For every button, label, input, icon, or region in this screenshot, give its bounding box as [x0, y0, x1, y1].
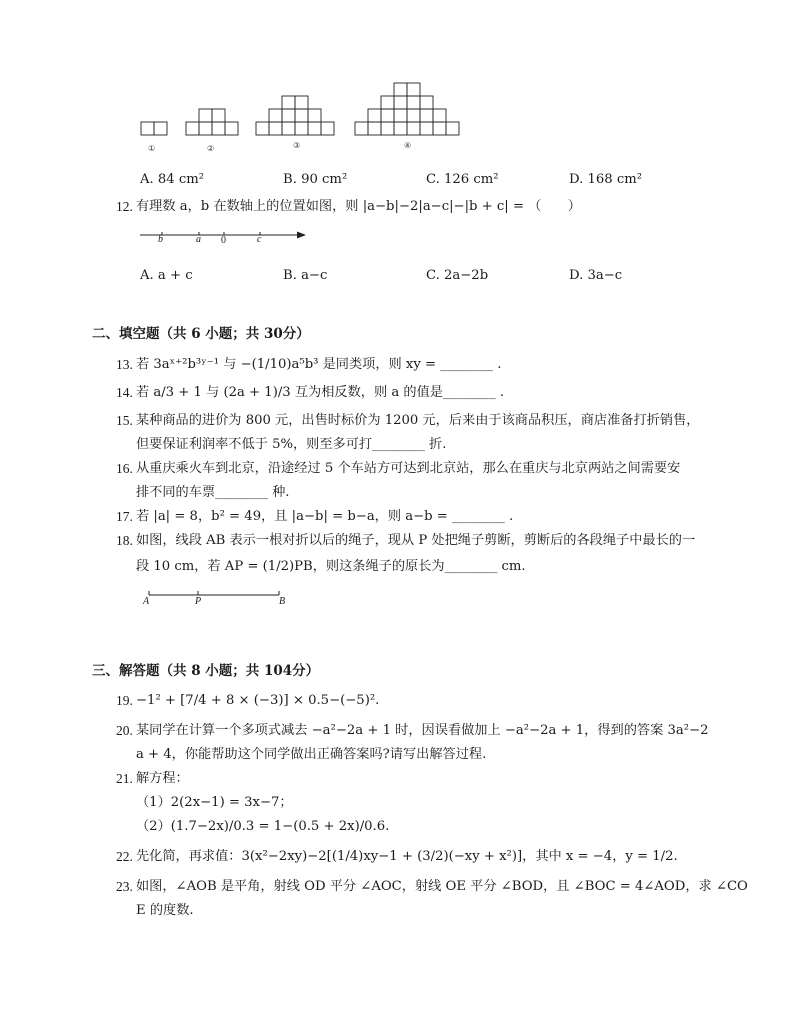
q22-text: 先化简，再求值：3(x²−2xy)−2[(1/4)xy−1 + (3/2)(−xy + x²)]，其中 x = −4，y = 1/2. — [136, 849, 678, 864]
q16-line2: 排不同的车票________ 种. — [136, 485, 290, 500]
q13-text: 若 3aˣ⁺²b³ʸ⁻¹ 与 −(1/10)a⁵b³ 是同类项，则 xy = ________ . — [136, 357, 502, 372]
q16-line1: 从重庆乘火车到北京，沿途经过 5 个车站方可达到北京站，那么在重庆与北京两站之间需要安 — [136, 461, 681, 476]
q21-number: 21. — [116, 771, 133, 786]
q16-number: 16. — [116, 461, 133, 476]
q15-number: 15. — [116, 413, 133, 428]
q20-number: 20. — [116, 723, 133, 738]
section2-title: 二、填空题（共 6 小题；共 30分） — [92, 326, 310, 342]
q12-option-b: B. a−c — [283, 268, 328, 283]
q12-option-d: D. 3a−c — [569, 268, 623, 283]
q11-option-a: A. 84 cm² — [140, 172, 205, 187]
q23-number: 23. — [116, 879, 133, 894]
seg-label-p: P — [195, 596, 202, 607]
q15-line2: 但要保证利润率不低于 5%，则至多可打________ 折. — [136, 437, 447, 452]
q12-number: 12. — [116, 199, 133, 214]
q23-line1: 如图，∠AOB 是平角，射线 OD 平分 ∠AOC，射线 OE 平分 ∠BOD，且 ∠BOC = 4∠AOD，求 ∠CO — [136, 879, 748, 894]
q18-number: 18. — [116, 533, 133, 548]
q19-number: 19. — [116, 693, 133, 708]
q11-option-d: D. 168 cm² — [569, 172, 643, 187]
q17-text: 若 |a| = 8，b² = 49，且 |a−b| = b−a，则 a−b = ________ . — [136, 509, 514, 524]
q18-segment-figure — [145, 588, 285, 610]
fig-label-2: ② — [207, 144, 215, 153]
axis-label-b: b — [158, 234, 163, 245]
q20-line2: a + 4，你能帮助这个同学做出正确答案吗?请写出解答过程. — [136, 747, 487, 762]
q21-sub2: （2）(1.7−2x)/0.3 = 1−(0.5 + 2x)/0.6. — [136, 819, 390, 834]
q19-text: −1² + [7/4 + 8 × (−3)] × 0.5−(−5)². — [136, 693, 380, 708]
q13-number: 13. — [116, 357, 133, 372]
seg-label-a: A — [143, 596, 150, 607]
q18-line1: 如图，线段 AB 表示一根对折以后的绳子，现从 P 处把绳子剪断，剪断后的各段绳子中最长的一 — [136, 533, 696, 548]
q17-number: 17. — [116, 509, 133, 524]
axis-label-c: c — [257, 234, 262, 245]
fig-label-1: ① — [148, 144, 156, 153]
q21-text: 解方程： — [136, 771, 189, 786]
q22-number: 22. — [116, 849, 133, 864]
axis-label-0: 0 — [221, 235, 226, 246]
q12-option-a: A. a + c — [140, 268, 193, 283]
q23-line2: E 的度数. — [136, 903, 194, 918]
q12-option-c: C. 2a−2b — [426, 268, 489, 283]
q11-option-c: C. 126 cm² — [426, 172, 499, 187]
q14-number: 14. — [116, 385, 133, 400]
q15-line1: 某种商品的进价为 800 元，出售时标价为 1200 元，后来由于该商品积压，商店准备打折销售， — [136, 413, 700, 428]
q21-sub1: （1）2(2x−1) = 3x−7； — [136, 795, 293, 810]
q18-line2: 段 10 cm，若 AP = (1/2)PB，则这条绳子的原长为________ cm. — [136, 559, 526, 574]
q14-text: 若 a/3 + 1 与 (2a + 1)/3 互为相反数，则 a 的值是________ . — [136, 385, 505, 400]
q12-number-line — [140, 224, 315, 250]
q12-text: 有理数 a，b 在数轴上的位置如图，则 |a−b|−2|a−c|−|b + c| = （ ） — [136, 199, 581, 214]
fig-label-4: ④ — [404, 141, 412, 150]
seg-label-b: B — [279, 596, 286, 607]
section3-title: 三、解答题（共 8 小题；共 104分） — [92, 663, 320, 679]
fig-label-3: ③ — [293, 141, 301, 150]
axis-label-a: a — [196, 234, 201, 245]
q11-option-b: B. 90 cm² — [283, 172, 348, 187]
q20-line1: 某同学在计算一个多项式减去 −a²−2a + 1 时，因误看做加上 −a²−2a + 1，得到的答案 3a²−2 — [136, 723, 709, 738]
